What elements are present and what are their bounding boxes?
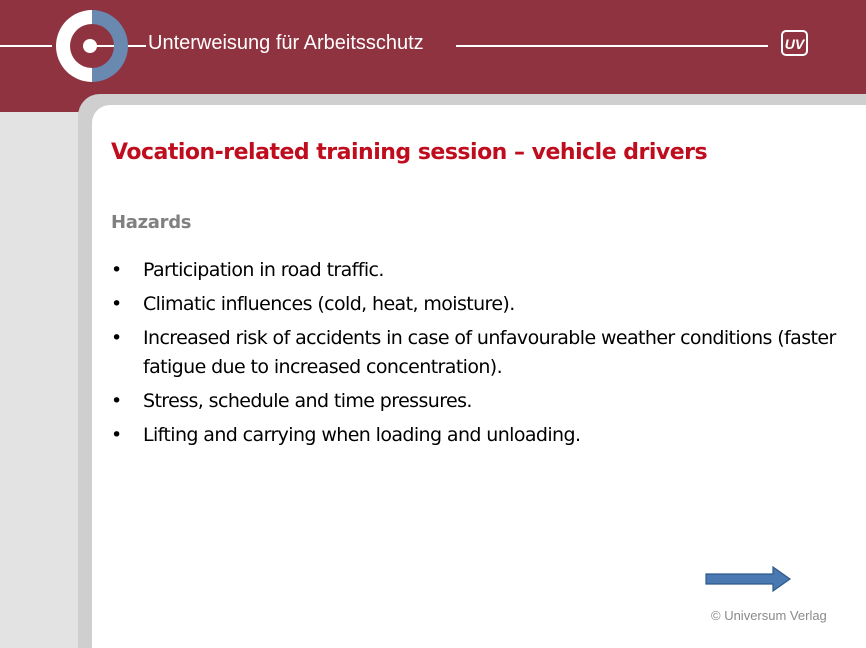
list-item (111, 324, 841, 382)
bullet-icon: • (111, 293, 122, 315)
bullet-icon: • (111, 424, 122, 446)
header-title: Unterweisung für Arbeitsschutz (148, 32, 424, 54)
list-item-text: Lifting and carrying when loading and unloading. (143, 424, 581, 446)
list-item-text: Stress, schedule and time pressures. (143, 390, 472, 412)
list-item-text: Climatic influences (cold, heat, moisture). (143, 293, 515, 315)
header-divider (456, 45, 768, 47)
bullet-icon: • (111, 327, 122, 349)
slide-title: Vocation-related training session – vehicle drivers (111, 140, 708, 165)
list-item (111, 421, 841, 450)
copyright-notice: © Universum Verlag (711, 608, 827, 623)
list-item (111, 256, 841, 285)
list-item-text: Participation in road traffic. (143, 259, 384, 281)
list-item-text: Increased risk of accidents in case of unfavourable weather conditions (faster fatigue due to increased concentration). (143, 327, 836, 378)
list-item (111, 290, 841, 319)
right-arrow-icon[interactable] (705, 566, 793, 592)
bullet-icon: • (111, 259, 122, 281)
list-item (111, 387, 841, 416)
hazard-list (111, 256, 841, 455)
bullet-icon: • (111, 390, 122, 412)
uv-logo-badge: UV (781, 30, 808, 56)
section-heading: Hazards (111, 212, 192, 233)
